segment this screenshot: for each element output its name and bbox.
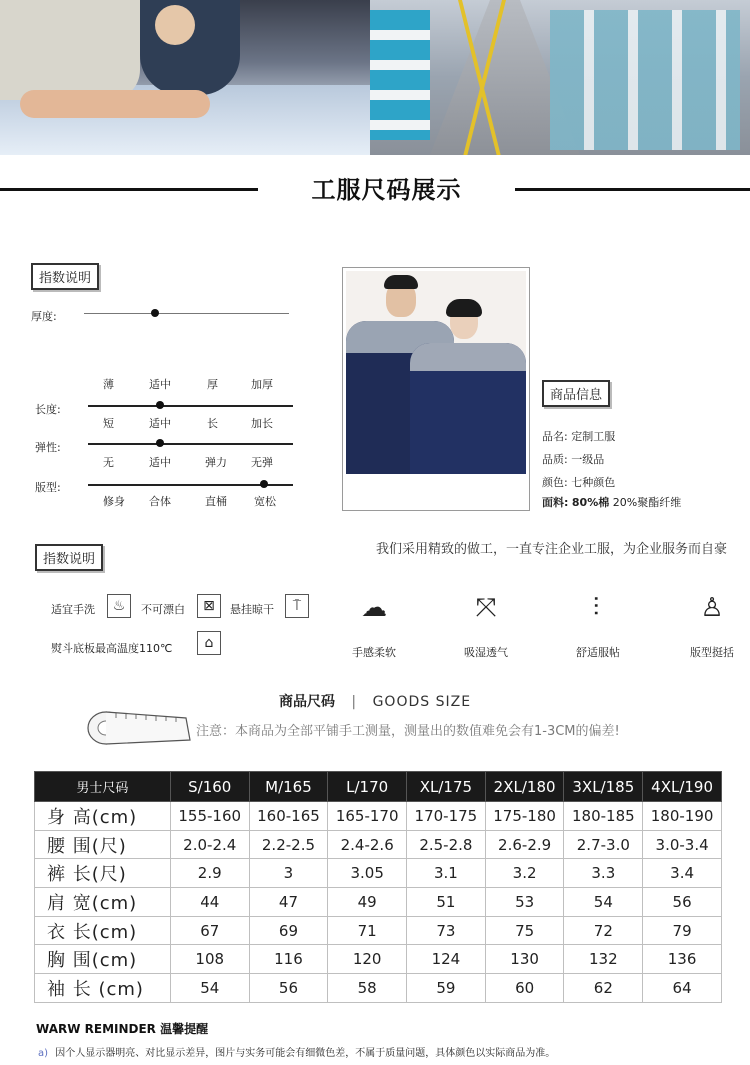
header-cell: 男士尺码: [35, 772, 171, 802]
table-cell: 155-160: [170, 802, 249, 831]
fabric-main: 80%棉: [571, 496, 610, 509]
table-cell: 51: [407, 888, 486, 917]
table-cell: 170-175: [407, 802, 486, 831]
table-cell: 56: [249, 974, 328, 1003]
elasticity-option-1: 无: [103, 456, 114, 469]
table-cell: 2.6-2.9: [485, 830, 564, 859]
product-photo-frame: [342, 267, 530, 511]
product-fabric: [542, 494, 681, 510]
thickness-marker: [151, 309, 159, 317]
product-info-title: 商品信息: [542, 380, 610, 407]
table-cell: 165-170: [328, 802, 407, 831]
table-cell: 2.0-2.4: [170, 830, 249, 859]
index-tag-2: 指数说明: [35, 544, 103, 571]
length-label: 长度:: [35, 403, 61, 416]
length-option-4: 加长: [251, 417, 273, 430]
table-cell: 60: [485, 974, 564, 1003]
length-marker: [156, 401, 164, 409]
table-cell: 64: [643, 974, 722, 1003]
feature-breathable-label: 吸湿透气: [464, 646, 508, 659]
table-cell: 132: [564, 945, 643, 974]
factory-floor-photo: [370, 0, 750, 155]
table-cell: 69: [249, 916, 328, 945]
elasticity-scale: [88, 443, 293, 445]
table-cell: 180-185: [564, 802, 643, 831]
header-cell: XL/175: [407, 772, 486, 802]
table-cell: 75: [485, 916, 564, 945]
table-cell: 54: [564, 888, 643, 917]
slogan-text: 我们采用精致的做工，一直专注企业工服，为企业服务而自豪: [376, 542, 728, 557]
table-cell: 59: [407, 974, 486, 1003]
length-scale: [88, 405, 293, 407]
header-cell: 2XL/180: [485, 772, 564, 802]
elasticity-option-3: 弹力: [205, 456, 227, 469]
table-cell: 130: [485, 945, 564, 974]
no-bleach-label: 不可漂白: [141, 603, 185, 616]
row-label: 衣 长(cm): [35, 916, 171, 945]
fit-option-1: 修身: [103, 495, 125, 508]
title-rule-right: [515, 188, 750, 191]
size-note: 注意：本商品为全部平铺手工测量，测量出的数值难免会有1-3CM的偏差!: [196, 724, 620, 739]
compress-arrows-icon: ⤧: [475, 593, 497, 623]
table-cell: 180-190: [643, 802, 722, 831]
reminder-body: 因个人显示器明亮、对比显示差异，图片与实务可能会有细微色差，不属于质量问题，具体颜色以实际商品为准。: [55, 1048, 556, 1059]
reminder-title: WARW REMINDER 温馨提醒: [36, 1022, 209, 1036]
table-cell: 47: [249, 888, 328, 917]
section-title-text: 工服尺码展示: [311, 176, 462, 204]
length-option-2: 适中: [149, 417, 171, 430]
table-cell: 53: [485, 888, 564, 917]
thickness-option-4: 加厚: [251, 378, 273, 391]
row-label: 裤 长(尺): [35, 859, 171, 888]
product-name: 品名: 定制工服: [542, 430, 616, 443]
row-label: 腰 围(尺): [35, 830, 171, 859]
table-row: [35, 916, 722, 945]
table-row: [35, 802, 722, 831]
table-row: [35, 945, 722, 974]
section-title: [0, 170, 750, 210]
table-cell: 54: [170, 974, 249, 1003]
length-option-1: 短: [103, 417, 114, 430]
fit-option-3: 直桶: [205, 495, 227, 508]
table-cell: 79: [643, 916, 722, 945]
hand-wash-icon: ♨: [107, 594, 131, 618]
product-quality: 品质: 一级品: [542, 453, 605, 466]
table-cell: 56: [643, 888, 722, 917]
sewing-worker-photo: [0, 0, 370, 155]
sliders-icon: ⫶: [592, 593, 600, 623]
feature-soft-label: 手感柔软: [352, 646, 396, 659]
table-cell: 124: [407, 945, 486, 974]
table-cell: 71: [328, 916, 407, 945]
table-cell: 2.7-3.0: [564, 830, 643, 859]
table-cell: 3.3: [564, 859, 643, 888]
feature-comfort-label: 舒适服帖: [576, 646, 620, 659]
table-cell: 67: [170, 916, 249, 945]
cloud-upload-icon: ☁: [361, 593, 387, 623]
row-label: 胸 围(cm): [35, 945, 171, 974]
table-cell: 108: [170, 945, 249, 974]
row-label: 肩 宽(cm): [35, 888, 171, 917]
user-icon: ♙: [700, 593, 724, 623]
elasticity-option-4: 无弹: [251, 456, 273, 469]
hang-dry-label: 悬挂晾干: [230, 603, 274, 616]
table-cell: 136: [643, 945, 722, 974]
reminder-text: [38, 1044, 555, 1059]
table-cell: 3.4: [643, 859, 722, 888]
fit-marker: [260, 480, 268, 488]
table-cell: 120: [328, 945, 407, 974]
table-cell: 3.05: [328, 859, 407, 888]
size-table: [34, 771, 722, 1003]
header-cell: 4XL/190: [643, 772, 722, 802]
measuring-tape-icon: [86, 710, 194, 746]
table-cell: 2.9: [170, 859, 249, 888]
hand-wash-label: 适宜手洗: [51, 603, 95, 616]
size-title-en: GOODS SIZE: [372, 694, 472, 710]
title-rule-left: [0, 188, 258, 191]
index-tag-1: 指数说明: [31, 263, 99, 290]
iron-label: 熨斗底板最高温度110℃: [51, 642, 173, 655]
iron-icon: ⌂: [197, 631, 221, 655]
factory-photo-strip: [0, 0, 750, 155]
table-row: [35, 888, 722, 917]
header-cell: L/170: [328, 772, 407, 802]
elasticity-label: 弹性:: [35, 441, 61, 454]
fit-label: 版型:: [35, 481, 61, 494]
thickness-scale: [84, 313, 289, 314]
table-cell: 72: [564, 916, 643, 945]
fabric-rest: 20%聚酯纤维: [612, 496, 682, 509]
thickness-option-1: 薄: [103, 378, 114, 391]
table-cell: 175-180: [485, 802, 564, 831]
size-title-cn: 商品尺码: [278, 694, 335, 710]
table-cell: 116: [249, 945, 328, 974]
table-cell: 2.4-2.6: [328, 830, 407, 859]
no-bleach-icon: ⊠: [197, 594, 221, 618]
header-cell: 3XL/185: [564, 772, 643, 802]
reminder-bullet: a): [38, 1048, 49, 1059]
product-color: 颜色: 七种颜色: [542, 476, 616, 489]
feature-crisp-label: 版型挺括: [690, 646, 734, 659]
table-cell: 3.1: [407, 859, 486, 888]
table-cell: 73: [407, 916, 486, 945]
table-cell: 2.5-2.8: [407, 830, 486, 859]
table-cell: 62: [564, 974, 643, 1003]
table-cell: 3.2: [485, 859, 564, 888]
thickness-option-2: 适中: [149, 378, 171, 391]
table-row: [35, 859, 722, 888]
row-label: 袖 长 (cm): [35, 974, 171, 1003]
size-section-header: [0, 691, 750, 711]
table-cell: 3.0-3.4: [643, 830, 722, 859]
header-cell: M/165: [249, 772, 328, 802]
row-label: 身 高(cm): [35, 802, 171, 831]
table-cell: 44: [170, 888, 249, 917]
table-cell: 58: [328, 974, 407, 1003]
table-cell: 49: [328, 888, 407, 917]
thickness-label: 厚度:: [31, 310, 57, 323]
thickness-option-3: 厚: [207, 378, 218, 391]
header-cell: S/160: [170, 772, 249, 802]
models-in-workwear-photo: [346, 271, 526, 474]
length-option-3: 长: [207, 417, 218, 430]
hang-dry-icon: ⍑: [285, 594, 309, 618]
fabric-label: 面料:: [542, 496, 569, 509]
size-title-separator: |: [351, 694, 357, 710]
table-cell: 2.2-2.5: [249, 830, 328, 859]
table-row: [35, 830, 722, 859]
table-cell: 3: [249, 859, 328, 888]
elasticity-marker: [156, 439, 164, 447]
fit-option-4: 宽松: [254, 495, 276, 508]
elasticity-option-2: 适中: [149, 456, 171, 469]
size-table-header-row: [35, 772, 722, 802]
table-cell: 160-165: [249, 802, 328, 831]
table-row: [35, 974, 722, 1003]
fit-option-2: 合体: [149, 495, 171, 508]
